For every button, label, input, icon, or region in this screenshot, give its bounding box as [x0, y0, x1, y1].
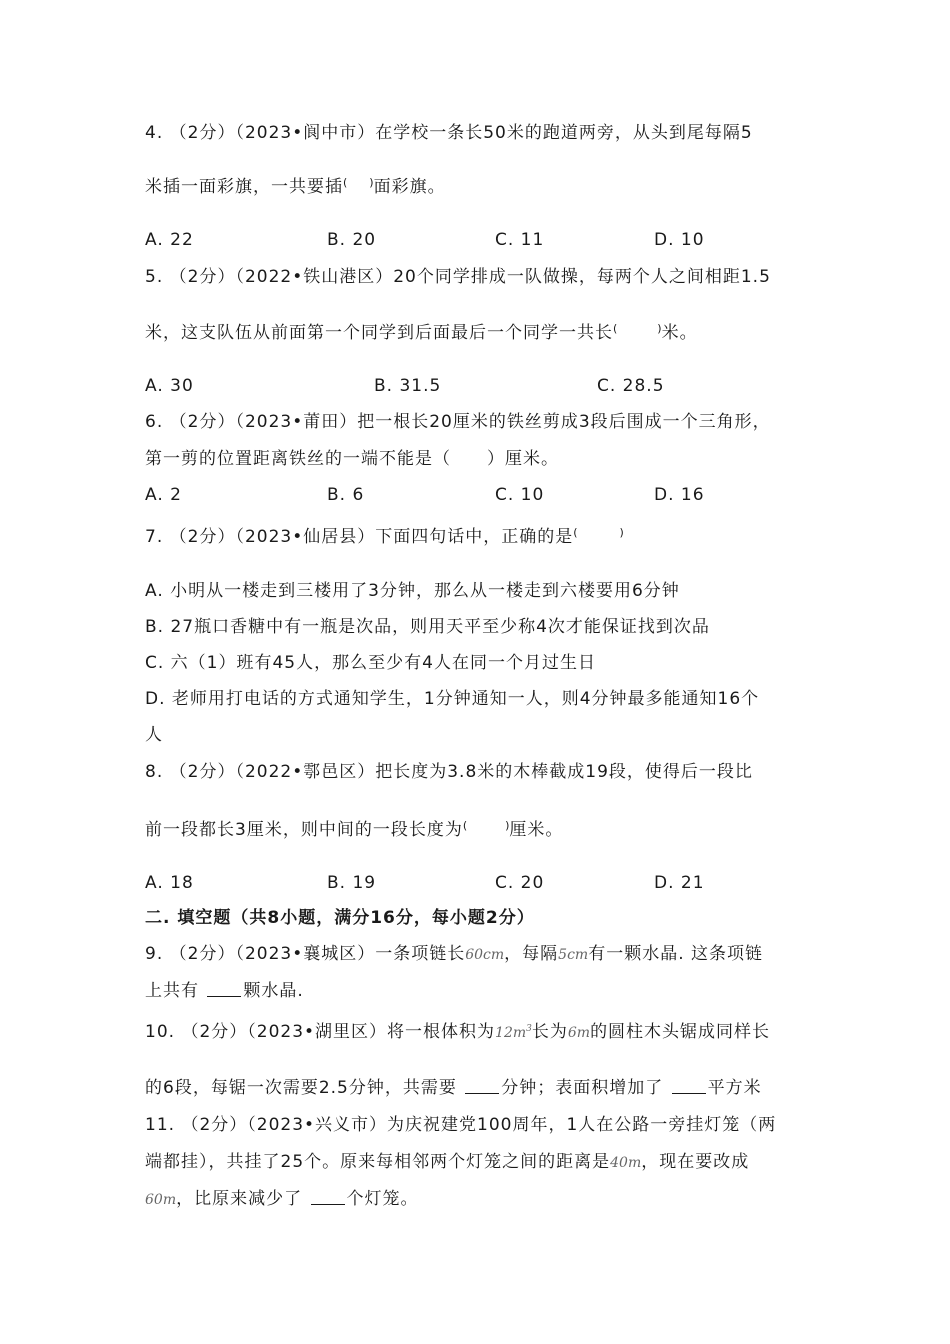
q10-text-e: 分钟；表面积增加了 [501, 1078, 664, 1098]
q8-option-a[interactable]: A. 18 [145, 873, 194, 893]
q9-line2 [145, 980, 304, 1002]
q4-option-a[interactable]: A. 22 [145, 230, 194, 250]
q6-option-d[interactable]: D. 16 [654, 485, 705, 505]
q7-text: 7. （2分）（2023•仙居县）下面四句话中，正确的是 [145, 527, 574, 547]
q11-line3 [145, 1188, 419, 1211]
q5-option-b[interactable]: B. 31.5 [374, 376, 442, 396]
q5-option-c[interactable]: C. 28.5 [597, 376, 665, 396]
q4-option-d[interactable]: D. 10 [654, 230, 705, 250]
q7-line1 [145, 522, 624, 548]
q8-line2 [145, 815, 563, 841]
q8-text-b: 厘米。 [509, 820, 564, 840]
q9-text-e: 颗水晶. [243, 981, 304, 1001]
q11-line1: 11. （2分）（2023•兴义市）为庆祝建党100周年，1人在公路一旁挂灯笼（两 [145, 1115, 777, 1135]
q7-option-a[interactable]: A. 小明从一楼走到三楼用了3分钟，那么从一楼走到六楼要用6分钟 [145, 581, 680, 601]
q4-text-a: 米插一面彩旗，一共要插 [145, 177, 343, 197]
q8-option-b[interactable]: B. 19 [327, 873, 377, 893]
q11-math-old: 40m [610, 1155, 642, 1171]
q10-text-f: 平方米 [707, 1078, 762, 1098]
q6-line2: 第一剪的位置距离铁丝的一端不能是（ ）厘米。 [145, 449, 559, 469]
q7-option-c[interactable]: C. 六（1）班有45人，那么至少有4人在同一个月过生日 [145, 653, 596, 673]
q7-paren-close: ) [619, 526, 624, 539]
q5-line2 [145, 318, 698, 344]
q7-option-b[interactable]: B. 27瓶口香糖中有一瓶是次品，则用天平至少称4次才能保证找到次品 [145, 617, 710, 637]
q8-option-d[interactable]: D. 21 [654, 873, 705, 893]
q9-text-c: 有一颗水晶. 这条项链 [588, 944, 764, 964]
q10-text-d: 的6段，每锯一次需要2.5分钟，共需要 [145, 1078, 457, 1098]
q9-answer-blank[interactable] [207, 982, 241, 997]
q5-paren-open: ( [613, 322, 618, 335]
q8-text-a: 前一段都长3厘米，则中间的一段长度为 [145, 820, 463, 840]
q6-option-c[interactable]: C. 10 [495, 485, 545, 505]
q9-text-d: 上共有 [145, 981, 199, 1001]
q5-text-b: 米。 [661, 323, 698, 343]
q11-math-new: 60m [145, 1192, 177, 1208]
q10-text-a: 10. （2分）（2023•湖里区）将一根体积为 [145, 1022, 496, 1042]
q7-option-d-cont: 人 [145, 725, 163, 745]
q10-text-c: 的圆柱木头锯成同样长 [590, 1022, 771, 1042]
q10-answer-blank-2[interactable] [672, 1079, 706, 1094]
q4-option-c[interactable]: C. 11 [495, 230, 545, 250]
q9-text-b: ，每隔 [504, 944, 559, 964]
q5-paren-close: ) [657, 322, 662, 335]
section-heading: 二. 填空题（共8小题，满分16分，每小题2分） [145, 908, 535, 928]
q11-answer-blank[interactable] [311, 1190, 345, 1205]
q5-text-a: 米，这支队伍从前面第一个同学到后面最后一个同学一共长 [145, 323, 613, 343]
q5-line1: 5. （2分）（2022•铁山港区）20个同学排成一队做操，每两个人之间相距1.5 [145, 267, 771, 287]
q4-paren-close: ) [369, 176, 374, 189]
q8-paren-open: ( [462, 819, 468, 832]
q4-paren-open: ( [343, 176, 348, 189]
q8-paren-close: ) [505, 819, 510, 832]
q11-line2 [145, 1151, 749, 1174]
q4-line2 [145, 172, 446, 198]
q5-option-a[interactable]: A. 30 [145, 376, 194, 396]
q10-math-length: 6m [567, 1025, 591, 1041]
q4-option-b[interactable]: B. 20 [327, 230, 377, 250]
q7-option-d[interactable]: D. 老师用打电话的方式通知学生，1分钟通知一人，则4分钟最多能通知16个 [145, 689, 760, 709]
q4-text-b: 面彩旗。 [373, 177, 446, 197]
q11-text-d: 个灯笼。 [346, 1189, 419, 1209]
q9-line1 [145, 943, 763, 966]
q10-text-b: 长为 [531, 1022, 568, 1042]
q6-line1: 6. （2分）（2023•莆田）把一根长20厘米的铁丝剪成3段后围成一个三角形， [145, 412, 771, 432]
q8-line1: 8. （2分）（2022•鄠邑区）把长度为3.8米的木棒截成19段，使得后一段比 [145, 762, 753, 782]
q9-math-length: 60cm [465, 947, 505, 963]
q9-math-interval: 5cm [558, 947, 589, 963]
q10-line1 [145, 1018, 770, 1044]
q6-option-b[interactable]: B. 6 [327, 485, 365, 505]
q10-math-volume: 12m [495, 1025, 527, 1041]
q10-line2 [145, 1077, 762, 1099]
q11-text-c: ，比原来减少了 [176, 1189, 303, 1209]
q9-text-a: 9. （2分）（2023•襄城区）一条项链长 [145, 944, 466, 964]
q10-answer-blank-1[interactable] [465, 1079, 499, 1094]
q6-option-a[interactable]: A. 2 [145, 485, 182, 505]
q11-text-a: 端都挂），共挂了25个。原来每相邻两个灯笼之间的距离是 [145, 1152, 611, 1172]
q8-option-c[interactable]: C. 20 [495, 873, 545, 893]
q10-math-volume-exp: 3 [526, 1024, 532, 1034]
q7-paren-open: ( [573, 526, 578, 539]
q11-text-b: ，现在要改成 [641, 1152, 750, 1172]
q4-line1: 4. （2分）（2023•阆中市）在学校一条长50米的跑道两旁，从头到尾每隔5 [145, 123, 753, 143]
